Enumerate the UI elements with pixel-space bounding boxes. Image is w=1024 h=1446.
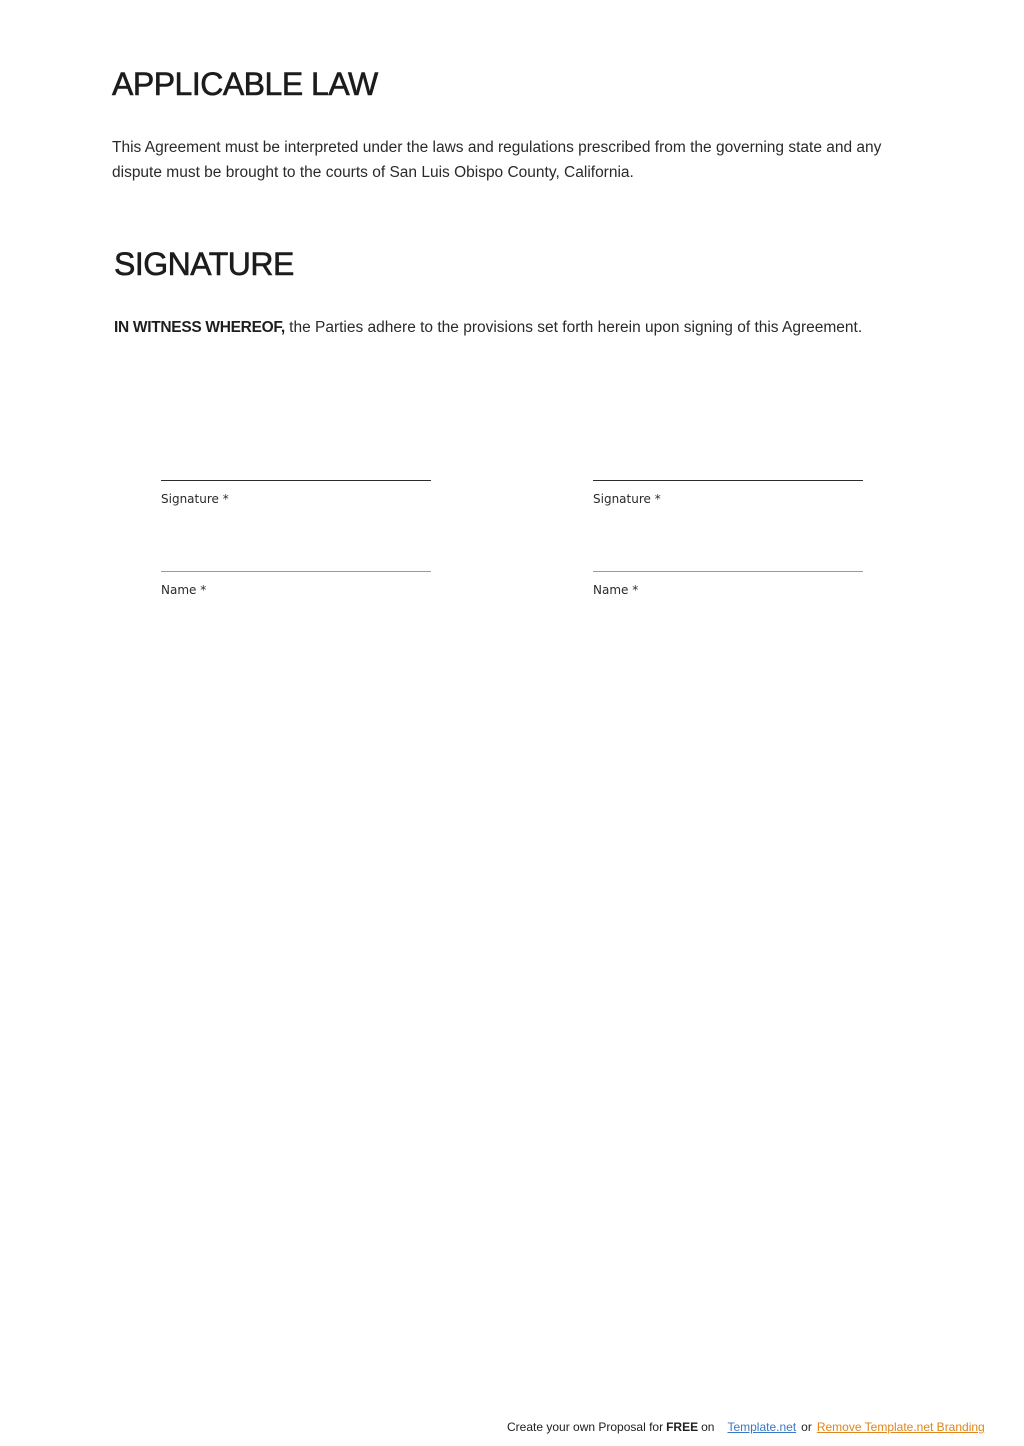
applicable-law-heading: APPLICABLE LAW <box>112 66 378 102</box>
name-line-right[interactable] <box>593 571 863 572</box>
signature-label-left: Signature * <box>161 492 229 506</box>
remove-branding-link[interactable]: Remove Template.net Branding <box>816 1420 985 1434</box>
applicable-law-text-line-2: dispute must be brought to the courts of San Luis Obispo County, California. <box>112 164 634 181</box>
name-label-right: Name * <box>593 583 639 597</box>
template-net-link[interactable]: Template.net <box>727 1420 797 1434</box>
signature-line-right[interactable] <box>593 480 863 481</box>
witness-rest-text: the Parties adhere to the provisions set forth herein upon signing of this Agreement. <box>284 319 863 336</box>
footer-prefix: Create your own Proposal for <box>507 1420 664 1434</box>
applicable-law-text-line-1: This Agreement must be interpreted under the laws and regulations prescribed from the governing state and any <box>112 139 882 156</box>
name-line-left[interactable] <box>161 571 431 572</box>
footer-branding <box>507 1419 985 1435</box>
signature-heading: SIGNATURE <box>114 246 294 282</box>
witness-bold-text: IN WITNESS WHEREOF, <box>114 319 285 336</box>
signature-label-right: Signature * <box>593 492 661 506</box>
footer-on: on <box>701 1420 715 1434</box>
signature-line-left[interactable] <box>161 480 431 481</box>
footer-or: or <box>801 1420 812 1434</box>
witness-paragraph <box>114 315 862 340</box>
footer-free: FREE <box>666 1420 699 1434</box>
name-label-left: Name * <box>161 583 207 597</box>
